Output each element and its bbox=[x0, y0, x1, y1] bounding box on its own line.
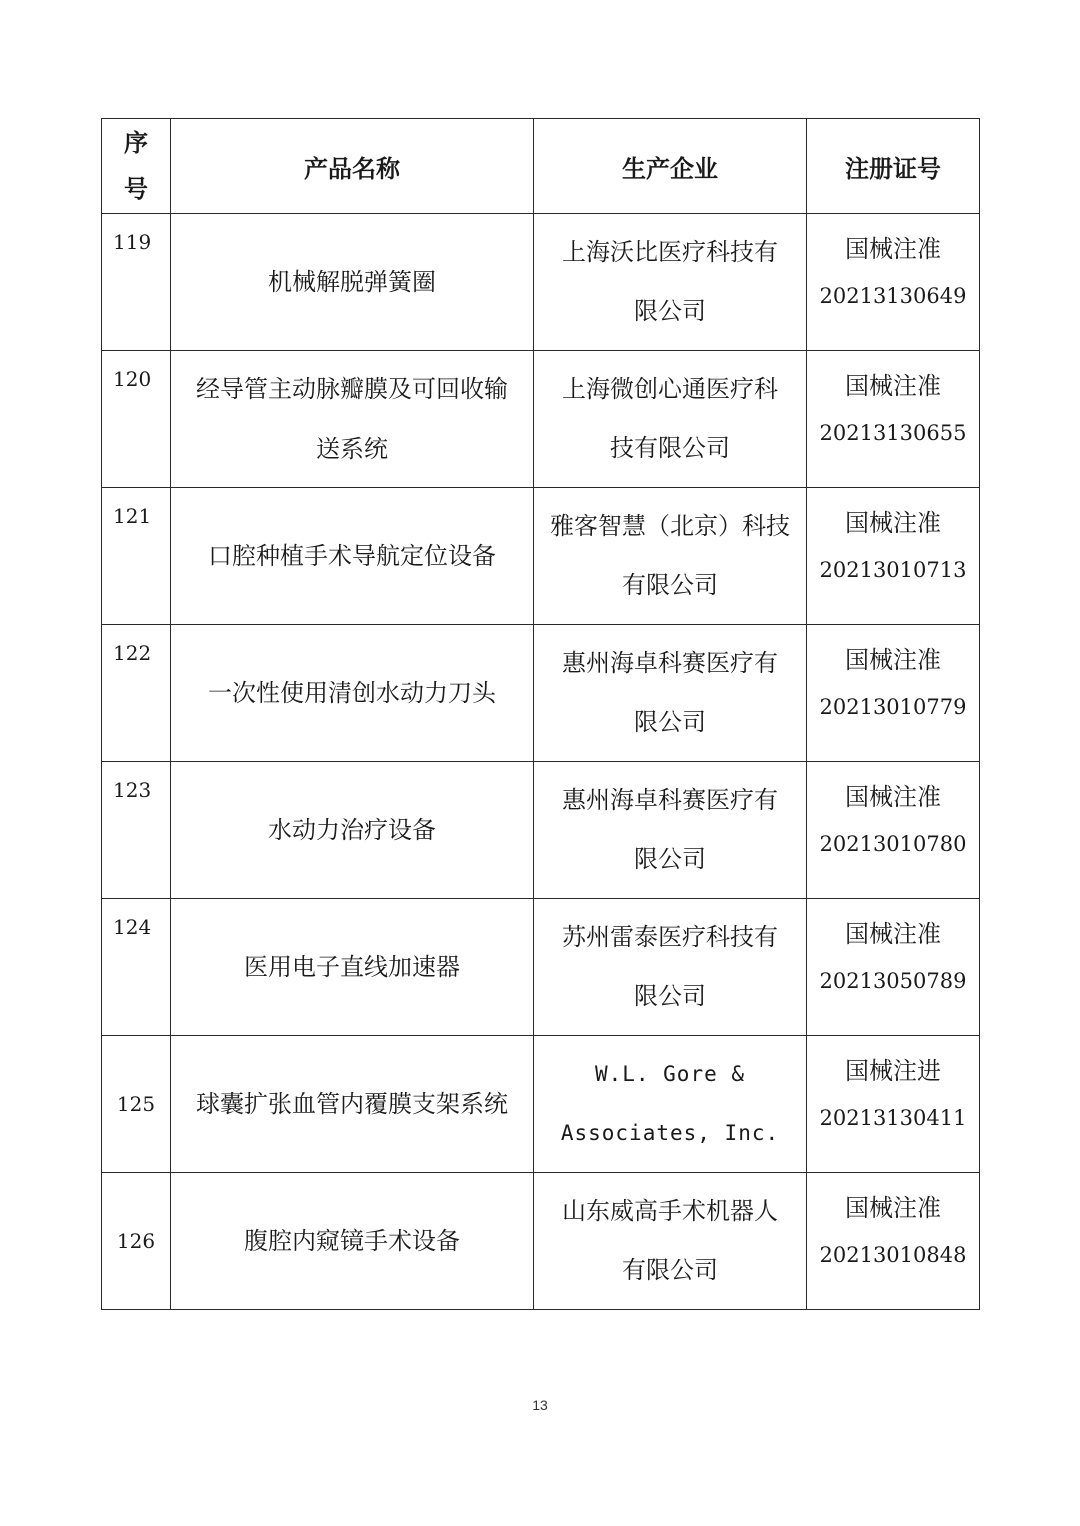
table-header-row bbox=[102, 119, 980, 214]
row-product-name: 机械解脱弹簧圈 bbox=[171, 214, 534, 351]
row-registration-no: 国械注准 20213050789 bbox=[807, 899, 980, 1036]
row-seq: 120 bbox=[102, 351, 171, 488]
row-seq: 119 bbox=[102, 214, 171, 351]
row-registration-no: 国械注准 20213010848 bbox=[807, 1173, 980, 1310]
table-row bbox=[102, 625, 980, 762]
row-company: W.L. Gore & Associates, Inc. bbox=[534, 1036, 807, 1173]
row-registration-no: 国械注准 20213010780 bbox=[807, 762, 980, 899]
table-row bbox=[102, 351, 980, 488]
table-row bbox=[102, 1173, 980, 1310]
row-seq: 125 bbox=[102, 1036, 171, 1173]
row-seq: 123 bbox=[102, 762, 171, 899]
row-seq: 126 bbox=[102, 1173, 171, 1310]
table-row bbox=[102, 214, 980, 351]
row-product-name: 腹腔内窥镜手术设备 bbox=[171, 1173, 534, 1310]
header-product-name: 产品名称 bbox=[171, 119, 534, 214]
row-registration-no: 国械注进 20213130411 bbox=[807, 1036, 980, 1173]
header-registration-no: 注册证号 bbox=[807, 119, 980, 214]
row-product-name: 球囊扩张血管内覆膜支架系统 bbox=[171, 1036, 534, 1173]
table-row bbox=[102, 899, 980, 1036]
row-product-name: 口腔种植手术导航定位设备 bbox=[171, 488, 534, 625]
row-product-name: 一次性使用清创水动力刀头 bbox=[171, 625, 534, 762]
header-company: 生产企业 bbox=[534, 119, 807, 214]
row-company: 惠州海卓科赛医疗有 限公司 bbox=[534, 762, 807, 899]
row-company: 山东威高手术机器人 有限公司 bbox=[534, 1173, 807, 1310]
row-company: 惠州海卓科赛医疗有 限公司 bbox=[534, 625, 807, 762]
row-company: 上海微创心通医疗科 技有限公司 bbox=[534, 351, 807, 488]
header-seq: 序 号 bbox=[102, 119, 171, 214]
row-seq: 121 bbox=[102, 488, 171, 625]
row-registration-no: 国械注准 20213130649 bbox=[807, 214, 980, 351]
row-registration-no: 国械注准 20213010779 bbox=[807, 625, 980, 762]
row-seq: 122 bbox=[102, 625, 171, 762]
row-company: 上海沃比医疗科技有 限公司 bbox=[534, 214, 807, 351]
row-registration-no: 国械注准 20213130655 bbox=[807, 351, 980, 488]
row-company: 苏州雷泰医疗科技有 限公司 bbox=[534, 899, 807, 1036]
table-row bbox=[102, 1036, 980, 1173]
registration-table bbox=[101, 118, 980, 1310]
table-row bbox=[102, 488, 980, 625]
row-product-name: 经导管主动脉瓣膜及可回收输 送系统 bbox=[171, 351, 534, 488]
row-product-name: 医用电子直线加速器 bbox=[171, 899, 534, 1036]
page-number: 13 bbox=[532, 1397, 548, 1413]
table-row bbox=[102, 762, 980, 899]
row-seq: 124 bbox=[102, 899, 171, 1036]
row-product-name: 水动力治疗设备 bbox=[171, 762, 534, 899]
row-registration-no: 国械注准 20213010713 bbox=[807, 488, 980, 625]
row-company: 雅客智慧（北京）科技 有限公司 bbox=[534, 488, 807, 625]
